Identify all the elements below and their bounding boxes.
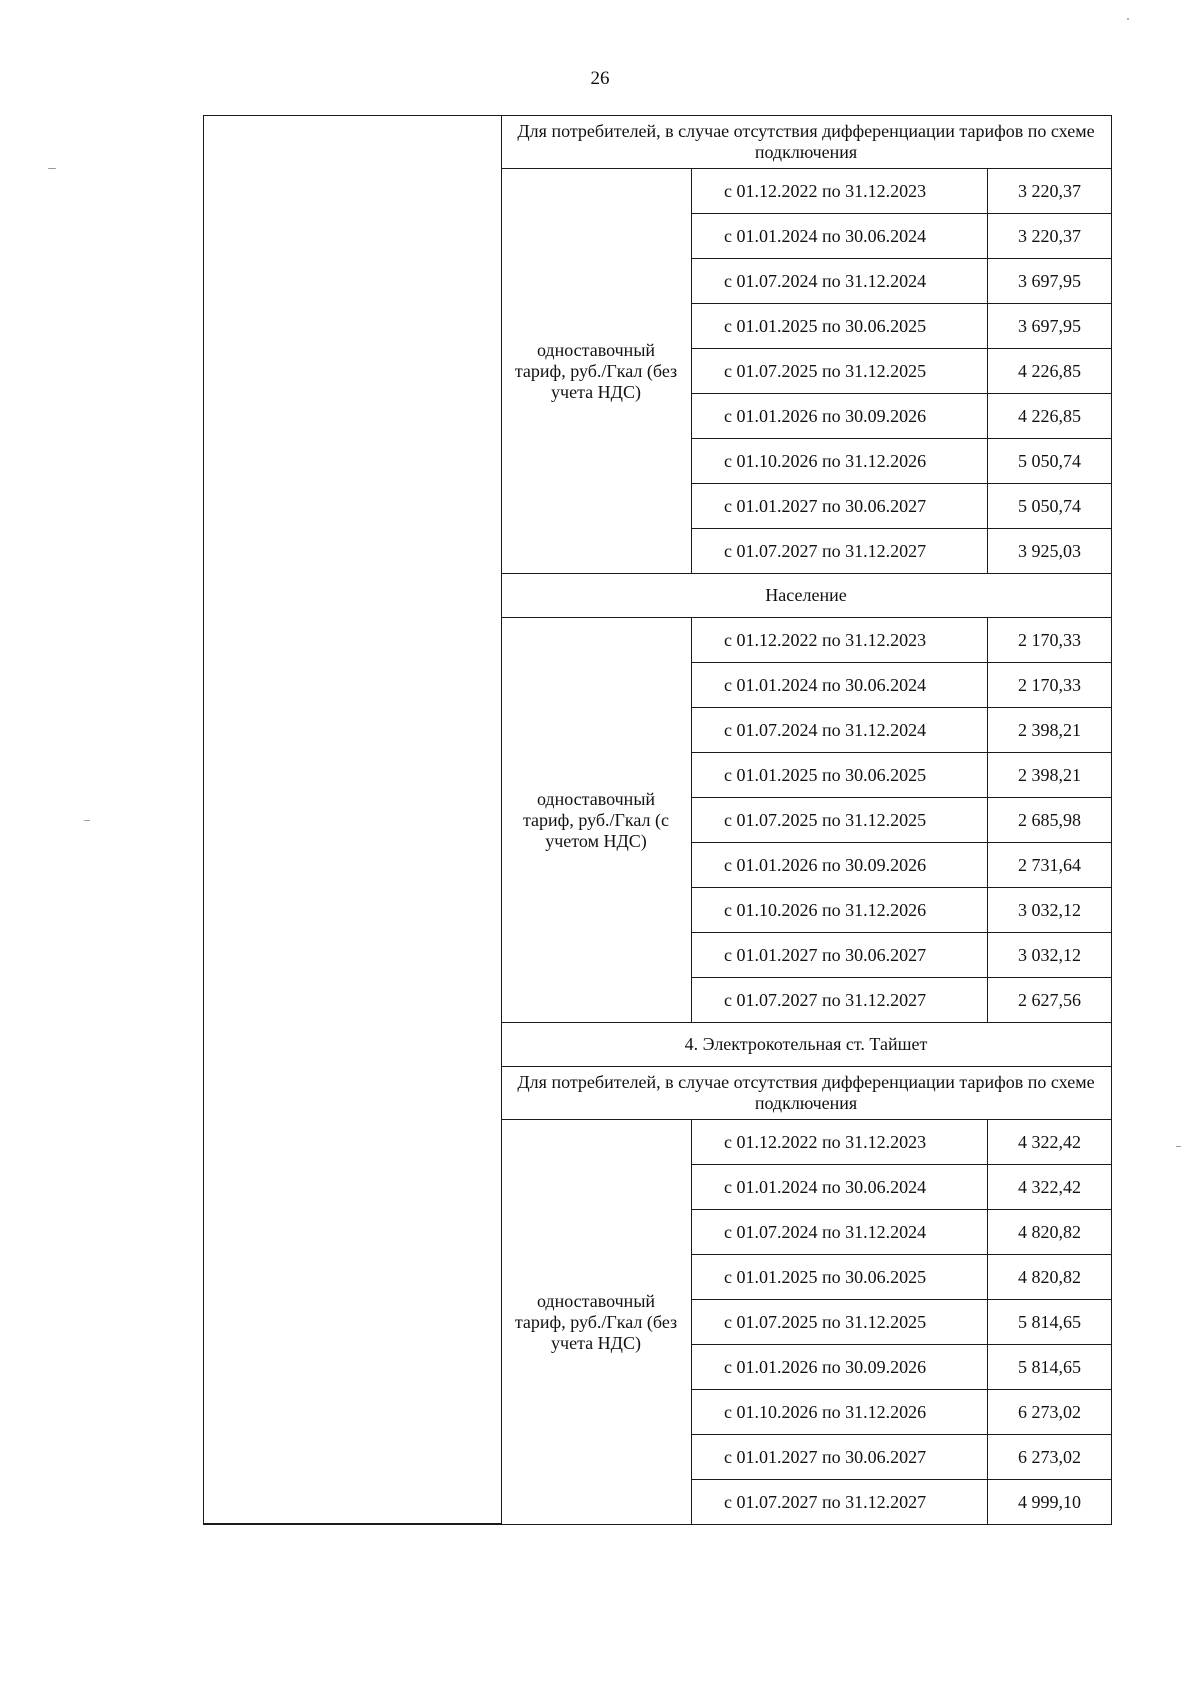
tariff-type-cell: одноставочный тариф, руб./Гкал (без учета НДС) — [501, 1119, 691, 1524]
tariff-value-cell: 4 226,85 — [987, 393, 1112, 438]
period-cell: с 01.07.2025 по 31.12.2025 — [691, 797, 987, 842]
tariff-value-cell: 3 697,95 — [987, 258, 1112, 303]
section-header: Для потребителей, в случае отсутствия дифференциации тарифов по схеме подключения — [501, 1066, 1112, 1119]
tariff-value-cell: 3 925,03 — [987, 528, 1112, 573]
tariff-value-cell: 4 999,10 — [987, 1479, 1112, 1524]
tariff-value-cell: 4 820,82 — [987, 1209, 1112, 1254]
scan-speck — [1127, 18, 1129, 20]
tariff-value-cell: 2 398,21 — [987, 752, 1112, 797]
period-cell: с 01.07.2025 по 31.12.2025 — [691, 1299, 987, 1344]
table-bottom-border — [203, 1524, 1112, 1525]
tariff-table — [203, 115, 1112, 1524]
period-cell: с 01.07.2024 по 31.12.2024 — [691, 258, 987, 303]
scan-speck — [84, 820, 90, 821]
section-title: 4. Электрокотельная ст. Тайшет — [501, 1022, 1112, 1066]
period-cell: с 01.01.2026 по 30.09.2026 — [691, 393, 987, 438]
tariff-value-cell: 4 226,85 — [987, 348, 1112, 393]
period-cell: с 01.07.2027 по 31.12.2027 — [691, 1479, 987, 1524]
tariff-value-cell: 6 273,02 — [987, 1389, 1112, 1434]
period-cell: с 01.01.2024 по 30.06.2024 — [691, 1164, 987, 1209]
period-cell: с 01.01.2026 по 30.09.2026 — [691, 1344, 987, 1389]
tariff-value-cell: 5 814,65 — [987, 1344, 1112, 1389]
tariff-value-cell: 3 697,95 — [987, 303, 1112, 348]
period-cell: с 01.01.2024 по 30.06.2024 — [691, 213, 987, 258]
tariff-value-cell: 4 322,42 — [987, 1164, 1112, 1209]
period-cell: с 01.10.2026 по 31.12.2026 — [691, 1389, 987, 1434]
tariff-value-cell: 2 398,21 — [987, 707, 1112, 752]
period-cell: с 01.01.2027 по 30.06.2027 — [691, 483, 987, 528]
period-cell: с 01.01.2025 по 30.06.2025 — [691, 752, 987, 797]
period-cell: с 01.12.2022 по 31.12.2023 — [691, 168, 987, 213]
tariff-value-cell: 3 032,12 — [987, 932, 1112, 977]
tariff-value-cell: 5 050,74 — [987, 438, 1112, 483]
period-cell: с 01.01.2027 по 30.06.2027 — [691, 932, 987, 977]
section-header: Для потребителей, в случае отсутствия дифференциации тарифов по схеме подключения — [501, 115, 1112, 168]
period-cell: с 01.07.2025 по 31.12.2025 — [691, 348, 987, 393]
tariff-value-cell: 2 170,33 — [987, 617, 1112, 662]
period-cell: с 01.01.2025 по 30.06.2025 — [691, 1254, 987, 1299]
period-cell: с 01.01.2025 по 30.06.2025 — [691, 303, 987, 348]
period-cell: с 01.01.2024 по 30.06.2024 — [691, 662, 987, 707]
tariff-value-cell: 2 170,33 — [987, 662, 1112, 707]
period-cell: с 01.01.2027 по 30.06.2027 — [691, 1434, 987, 1479]
tariff-value-cell: 2 627,56 — [987, 977, 1112, 1022]
period-cell: с 01.10.2026 по 31.12.2026 — [691, 887, 987, 932]
page-number: 26 — [590, 68, 610, 89]
tariff-value-cell: 5 050,74 — [987, 483, 1112, 528]
left-column-empty — [203, 115, 501, 1524]
tariff-value-cell: 4 322,42 — [987, 1119, 1112, 1164]
tariff-type-cell: одноставочный тариф, руб./Гкал (без учета НДС) — [501, 168, 691, 573]
period-cell: с 01.07.2027 по 31.12.2027 — [691, 528, 987, 573]
tariff-value-cell: 3 220,37 — [987, 213, 1112, 258]
scan-speck — [48, 168, 56, 169]
tariff-value-cell: 5 814,65 — [987, 1299, 1112, 1344]
period-cell: с 01.10.2026 по 31.12.2026 — [691, 438, 987, 483]
period-cell: с 01.12.2022 по 31.12.2023 — [691, 1119, 987, 1164]
period-cell: с 01.07.2024 по 31.12.2024 — [691, 1209, 987, 1254]
period-cell: с 01.12.2022 по 31.12.2023 — [691, 617, 987, 662]
tariff-type-cell: одноставочный тариф, руб./Гкал (с учетом НДС) — [501, 617, 691, 1022]
tariff-value-cell: 3 220,37 — [987, 168, 1112, 213]
tariff-value-cell: 4 820,82 — [987, 1254, 1112, 1299]
tariff-value-cell: 2 685,98 — [987, 797, 1112, 842]
period-cell: с 01.07.2027 по 31.12.2027 — [691, 977, 987, 1022]
tariff-value-cell: 6 273,02 — [987, 1434, 1112, 1479]
tariff-value-cell: 2 731,64 — [987, 842, 1112, 887]
tariff-value-cell: 3 032,12 — [987, 887, 1112, 932]
section-header: Население — [501, 573, 1112, 617]
period-cell: с 01.01.2026 по 30.09.2026 — [691, 842, 987, 887]
scan-speck — [1176, 1146, 1181, 1147]
period-cell: с 01.07.2024 по 31.12.2024 — [691, 707, 987, 752]
